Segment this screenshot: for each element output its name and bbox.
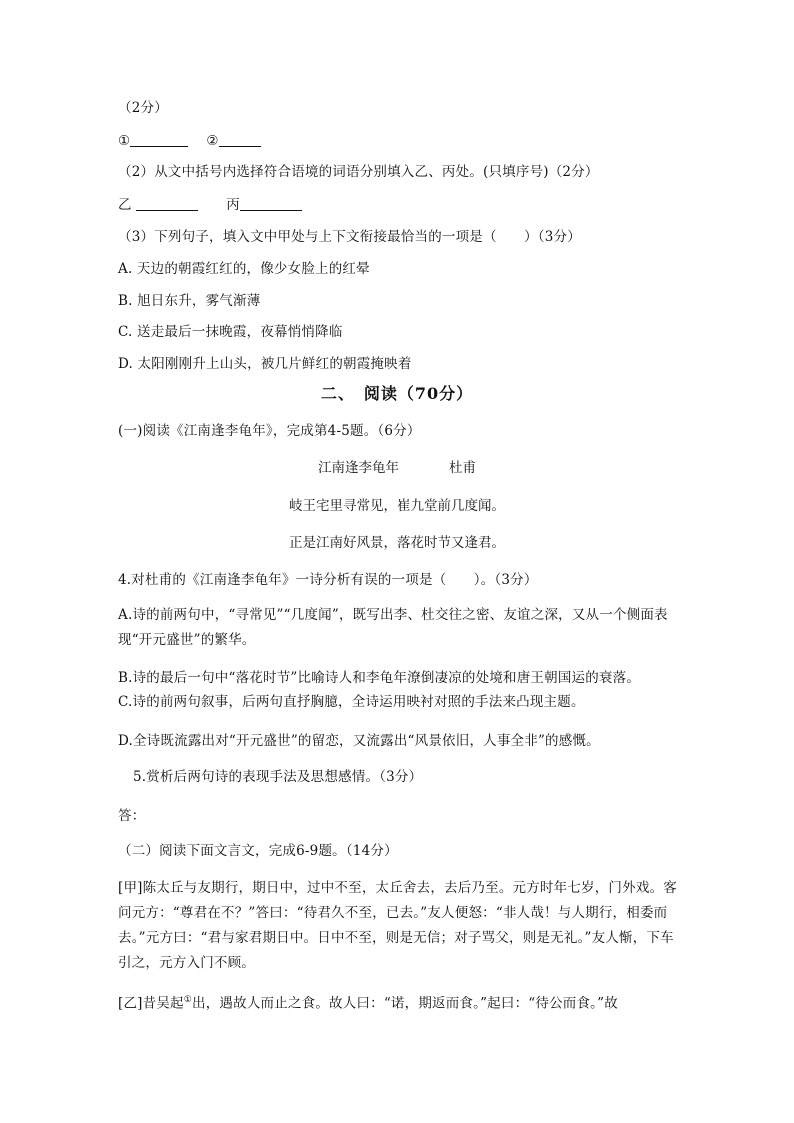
- poem-author: 杜甫: [449, 460, 476, 476]
- passage-yi-start: [乙]昔吴起: [118, 995, 184, 1012]
- prev-question-score: （2分）: [118, 100, 168, 116]
- poem-heading: [0, 458, 794, 478]
- blank-2-line: [219, 132, 261, 147]
- question-4-option-b: B.诗的最后一句中“落花时节”比喻诗人和李龟年潦倒凄凉的处境和唐王朝国运的衰落。: [118, 670, 641, 686]
- prev-question-blanks: [118, 131, 261, 151]
- question-2: （2）从文中括号内选择符合语境的词语分别填入乙、丙处。(只填序号)（2分）: [118, 164, 599, 180]
- blank-yi-label: 乙: [118, 197, 132, 213]
- answer-label: 答：: [118, 808, 146, 824]
- blank-bing-line: [240, 196, 302, 211]
- question-3-option-d: D. 太阳刚刚升上山头，被几片鲜红的朝霞掩映着: [118, 356, 412, 372]
- passage-jia: [甲]陈太丘与友期行，期日中，过中不至，太丘舍去，去后乃至。元方时年七岁，门外戏。客问元方：“尊君在不？”答曰：“待君久不至，已去。”友人便怒：“非人哉！与人期行，相委而去。”元方曰：“君与家君期日中。日中不至，则是无信；对子骂父，则是无礼。”友人惭，下车引之，元方入门不顾。: [118, 880, 677, 971]
- blank-1-label: ①: [118, 133, 131, 149]
- poem-line-1: 岐王宅里寻常见，崔九堂前几度闻。: [289, 498, 505, 514]
- part-1-intro: (一)阅读《江南逢李龟年》，完成第4-5题。（6分）: [118, 423, 421, 439]
- question-4: 4.对杜甫的《江南逢李龟年》一诗分析有误的一项是（ ）。（3分）: [118, 572, 538, 588]
- passage-yi-footnote-mark: ①: [183, 995, 193, 1005]
- section-2-title: 二、 阅读（70分）: [320, 384, 474, 403]
- question-3-option-c: C. 送走最后一抹晚霞，夜幕悄悄降临: [118, 324, 343, 340]
- part-2-intro: （二）阅读下面文言文，完成6-9题。（14分）: [118, 843, 398, 859]
- blank-2-label: ②: [206, 133, 219, 149]
- question-3-option-b: B. 旭日东升，雾气渐薄: [118, 293, 261, 309]
- question-3-option-a: A. 天边的朝霞红红的，像少女脸上的红晕: [118, 261, 370, 277]
- blank-bing-label: 丙: [226, 197, 240, 213]
- blank-yi-line: [136, 196, 198, 211]
- question-4-option-a: A.诗的前两句中，“寻常见”“几度闻”，既写出李、杜交往之密、友谊之深，又从一个侧面表现“开元盛世”的繁华。: [118, 607, 668, 648]
- poem-line-2: 正是江南好风景，落花时节又逢君。: [289, 535, 505, 551]
- question-3: （3）下列句子，填入文中甲处与上下文衔接最恰当的一项是（ ）（3分）: [118, 229, 581, 245]
- passage-yi-rest: 出，遇故人而止之食。故人曰：“诺，期返而食。”起曰：“待公而食。”故: [192, 995, 618, 1012]
- blank-1-line: [130, 132, 188, 147]
- passage-yi: [118, 990, 618, 1014]
- question-4-option-c: C.诗的前两句叙事，后两句直抒胸臆，全诗运用映衬对照的手法来凸现主题。: [118, 694, 585, 710]
- question-5: 5.赏析后两句诗的表现手法及思想感情。（3分）: [133, 769, 423, 785]
- question-4-option-d: D.全诗既流露出对“开元盛世”的留恋，又流露出“风景依旧，人事全非”的感慨。: [118, 733, 600, 749]
- poem-title: 江南逢李龟年: [318, 460, 399, 476]
- question-2-blanks: [118, 195, 302, 215]
